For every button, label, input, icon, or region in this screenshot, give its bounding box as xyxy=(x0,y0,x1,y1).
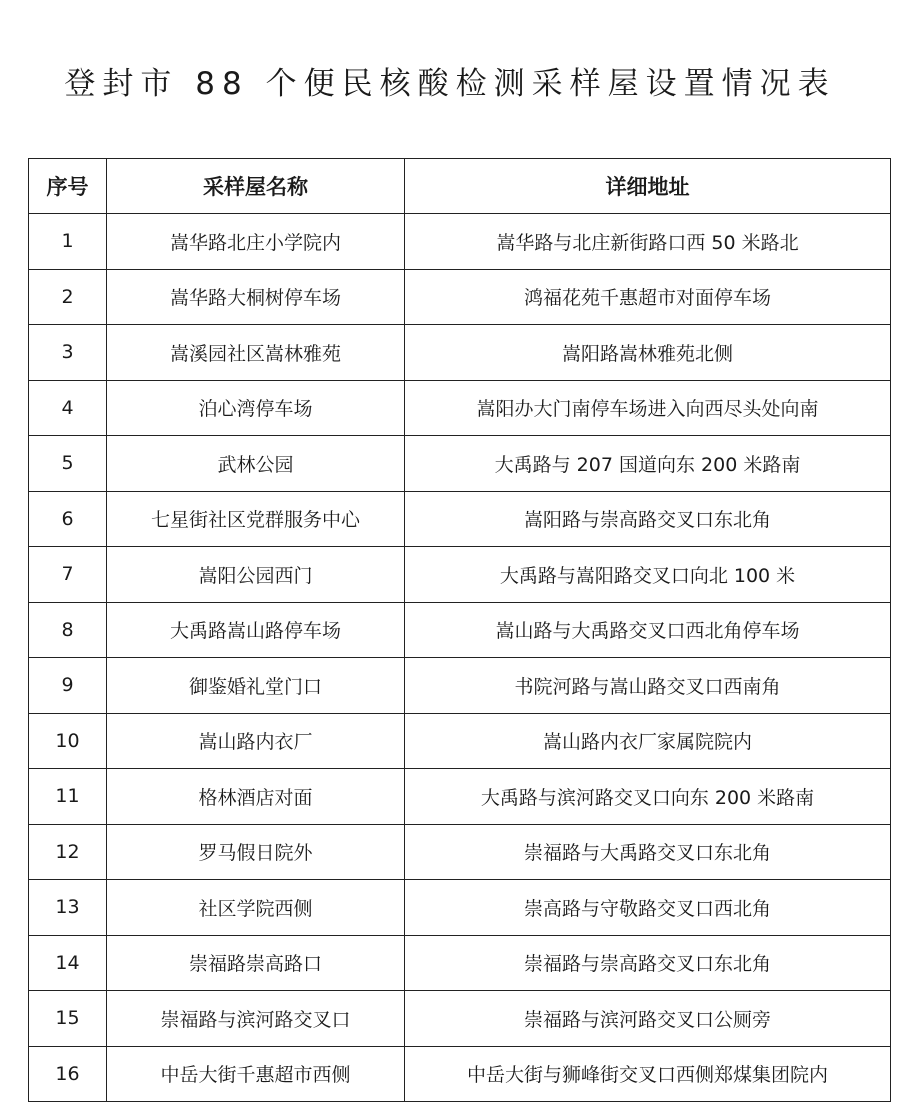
cell-no: 16 xyxy=(29,1046,107,1102)
cell-no: 11 xyxy=(29,769,107,825)
table-row xyxy=(29,214,891,270)
cell-no: 2 xyxy=(29,269,107,325)
cell-no: 9 xyxy=(29,658,107,714)
cell-no: 10 xyxy=(29,713,107,769)
table-row xyxy=(29,935,891,991)
cell-no: 6 xyxy=(29,491,107,547)
cell-site-name: 嵩山路内衣厂 xyxy=(107,713,405,769)
cell-site-name: 嵩阳公园西门 xyxy=(107,547,405,603)
table-row xyxy=(29,713,891,769)
cell-address: 大禹路与滨河路交叉口向东 200 米路南 xyxy=(405,769,891,825)
sampling-sites-table xyxy=(28,158,891,1102)
cell-address: 嵩阳路嵩林雅苑北侧 xyxy=(405,325,891,381)
cell-address: 嵩山路内衣厂家属院院内 xyxy=(405,713,891,769)
cell-no: 4 xyxy=(29,380,107,436)
cell-address: 鸿福花苑千惠超市对面停车场 xyxy=(405,269,891,325)
cell-site-name: 社区学院西侧 xyxy=(107,880,405,936)
cell-no: 3 xyxy=(29,325,107,381)
column-header-name: 采样屋名称 xyxy=(107,159,405,214)
table-row xyxy=(29,1046,891,1102)
table-row xyxy=(29,658,891,714)
table-row xyxy=(29,325,891,381)
cell-address: 崇福路与滨河路交叉口公厕旁 xyxy=(405,991,891,1047)
table-header-row xyxy=(29,159,891,214)
cell-address: 嵩阳路与崇高路交叉口东北角 xyxy=(405,491,891,547)
cell-no: 13 xyxy=(29,880,107,936)
table-row xyxy=(29,880,891,936)
cell-address: 崇福路与大禹路交叉口东北角 xyxy=(405,824,891,880)
table-row xyxy=(29,824,891,880)
cell-address: 中岳大街与狮峰街交叉口西侧郑煤集团院内 xyxy=(405,1046,891,1102)
table-body xyxy=(29,214,891,1102)
cell-address: 嵩山路与大禹路交叉口西北角停车场 xyxy=(405,602,891,658)
cell-site-name: 御鉴婚礼堂门口 xyxy=(107,658,405,714)
table-row xyxy=(29,547,891,603)
table-row xyxy=(29,491,891,547)
column-header-address: 详细地址 xyxy=(405,159,891,214)
table-row xyxy=(29,602,891,658)
table-row xyxy=(29,991,891,1047)
cell-site-name: 中岳大街千惠超市西侧 xyxy=(107,1046,405,1102)
cell-site-name: 罗马假日院外 xyxy=(107,824,405,880)
cell-no: 8 xyxy=(29,602,107,658)
cell-site-name: 武林公园 xyxy=(107,436,405,492)
cell-address: 大禹路与 207 国道向东 200 米路南 xyxy=(405,436,891,492)
cell-address: 崇高路与守敬路交叉口西北角 xyxy=(405,880,891,936)
table-row xyxy=(29,436,891,492)
cell-site-name: 大禹路嵩山路停车场 xyxy=(107,602,405,658)
cell-address: 嵩华路与北庄新街路口西 50 米路北 xyxy=(405,214,891,270)
cell-site-name: 嵩溪园社区嵩林雅苑 xyxy=(107,325,405,381)
table-row xyxy=(29,269,891,325)
cell-no: 15 xyxy=(29,991,107,1047)
cell-site-name: 七星街社区党群服务中心 xyxy=(107,491,405,547)
cell-site-name: 嵩华路大桐树停车场 xyxy=(107,269,405,325)
cell-no: 7 xyxy=(29,547,107,603)
cell-address: 大禹路与嵩阳路交叉口向北 100 米 xyxy=(405,547,891,603)
table-row xyxy=(29,380,891,436)
cell-site-name: 嵩华路北庄小学院内 xyxy=(107,214,405,270)
cell-no: 14 xyxy=(29,935,107,991)
cell-site-name: 格林酒店对面 xyxy=(107,769,405,825)
cell-address: 崇福路与崇高路交叉口东北角 xyxy=(405,935,891,991)
cell-site-name: 崇福路崇高路口 xyxy=(107,935,405,991)
page-title: 登封市 88 个便民核酸检测采样屋设置情况表 xyxy=(64,66,836,102)
cell-address: 嵩阳办大门南停车场进入向西尽头处向南 xyxy=(405,380,891,436)
cell-site-name: 泊心湾停车场 xyxy=(107,380,405,436)
cell-no: 12 xyxy=(29,824,107,880)
column-header-no: 序号 xyxy=(29,159,107,214)
cell-address: 书院河路与嵩山路交叉口西南角 xyxy=(405,658,891,714)
cell-site-name: 崇福路与滨河路交叉口 xyxy=(107,991,405,1047)
cell-no: 5 xyxy=(29,436,107,492)
cell-no: 1 xyxy=(29,214,107,270)
table-row xyxy=(29,769,891,825)
